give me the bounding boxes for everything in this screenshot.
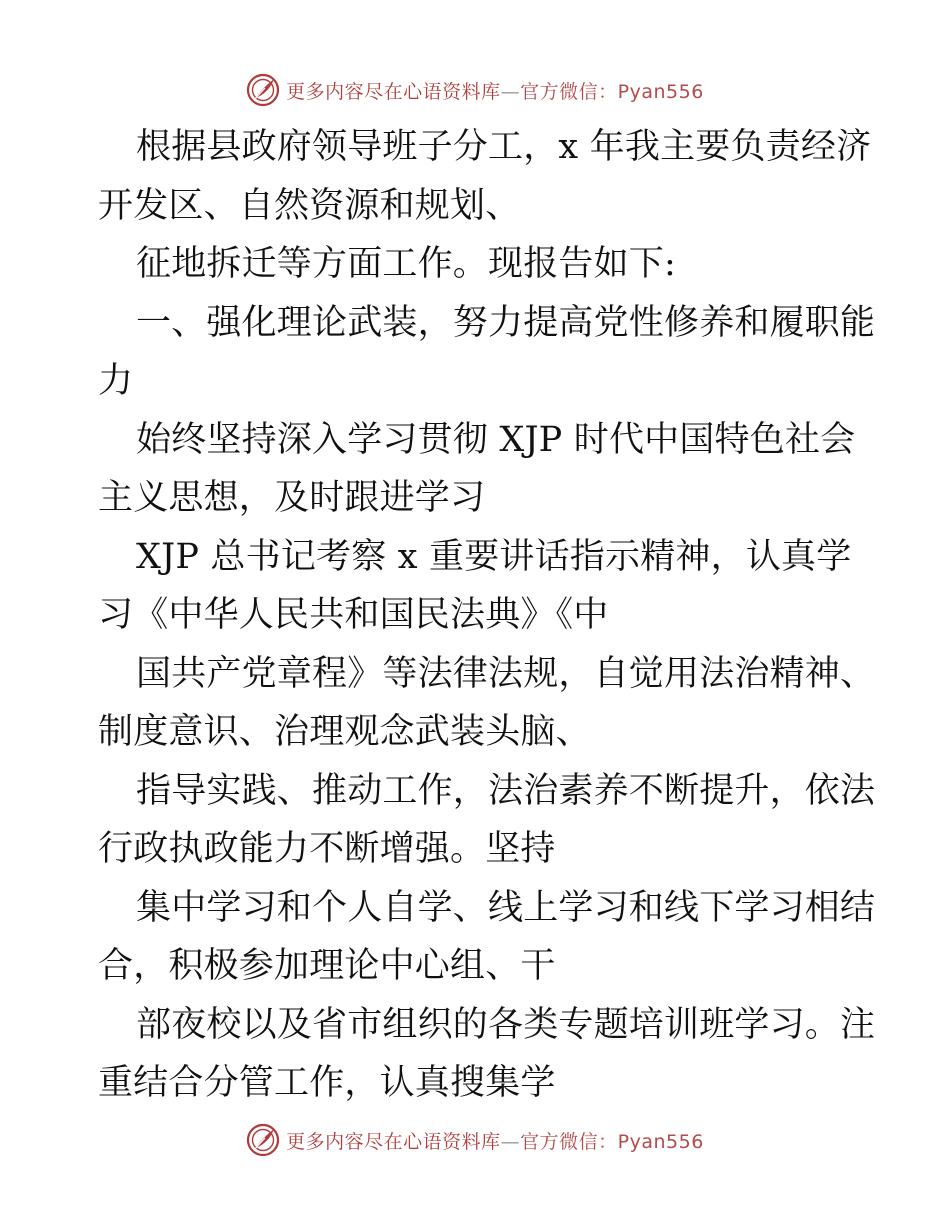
text-line: 合，积极参加理论中心组、干 <box>98 946 556 986</box>
text-line: 制度意识、治理观念武装头脑、 <box>98 712 591 752</box>
text-line: 集中学习和个人自学、线上学习和线下学习相结 <box>136 887 876 928</box>
watermark-text <box>286 77 704 104</box>
watermark-lead: 更多内容尽在心语资料库 <box>286 1130 501 1153</box>
watermark-contact: 官方微信：Pyan556 <box>520 80 704 103</box>
text-line: 根据县政府领导班子分工，x 年我主要负责经济 <box>136 127 872 167</box>
watermark-contact: 官方微信：Pyan556 <box>520 1130 704 1153</box>
watermark-dash: — <box>500 80 521 103</box>
text-line: 国共产党章程》等法律法规，自觉用法治精神、 <box>136 653 876 694</box>
text-line: 重结合分管工作，认真搜集学 <box>98 1063 556 1103</box>
text-line: 行政执政能力不断增强。坚持 <box>98 829 556 869</box>
document-body <box>98 118 876 1113</box>
text-line: 征地拆迁等方面工作。现报告如下: <box>136 244 676 284</box>
section-heading: 一、强化理论武装，努力提高党性修养和履职能 <box>136 302 876 343</box>
watermark-text <box>286 1127 704 1154</box>
section-heading-continued: 力 <box>98 361 134 401</box>
text-line: 部夜校以及省市组织的各类专题培训班学习。注 <box>136 1004 876 1045</box>
feather-quill-logo-icon <box>246 1123 280 1157</box>
text-line: 开发区、自然资源和规划、 <box>98 185 521 226</box>
footer-watermark <box>0 1120 950 1160</box>
text-line: 指导实践、推动工作，法治素养不断提升，依法 <box>136 770 876 811</box>
watermark-dash: — <box>500 1130 521 1153</box>
text-line: 始终坚持深入学习贯彻 XJP 时代中国特色社会 <box>136 419 856 460</box>
header-watermark <box>0 70 950 110</box>
watermark-lead: 更多内容尽在心语资料库 <box>286 80 501 103</box>
text-line: 主义思想，及时跟进学习 <box>98 478 486 518</box>
text-line: XJP 总书记考察 x 重要讲话指示精神，认真学 <box>136 536 852 577</box>
feather-quill-logo-icon <box>246 73 280 107</box>
text-line: 习《中华人民共和国民法典》《中 <box>98 595 609 635</box>
